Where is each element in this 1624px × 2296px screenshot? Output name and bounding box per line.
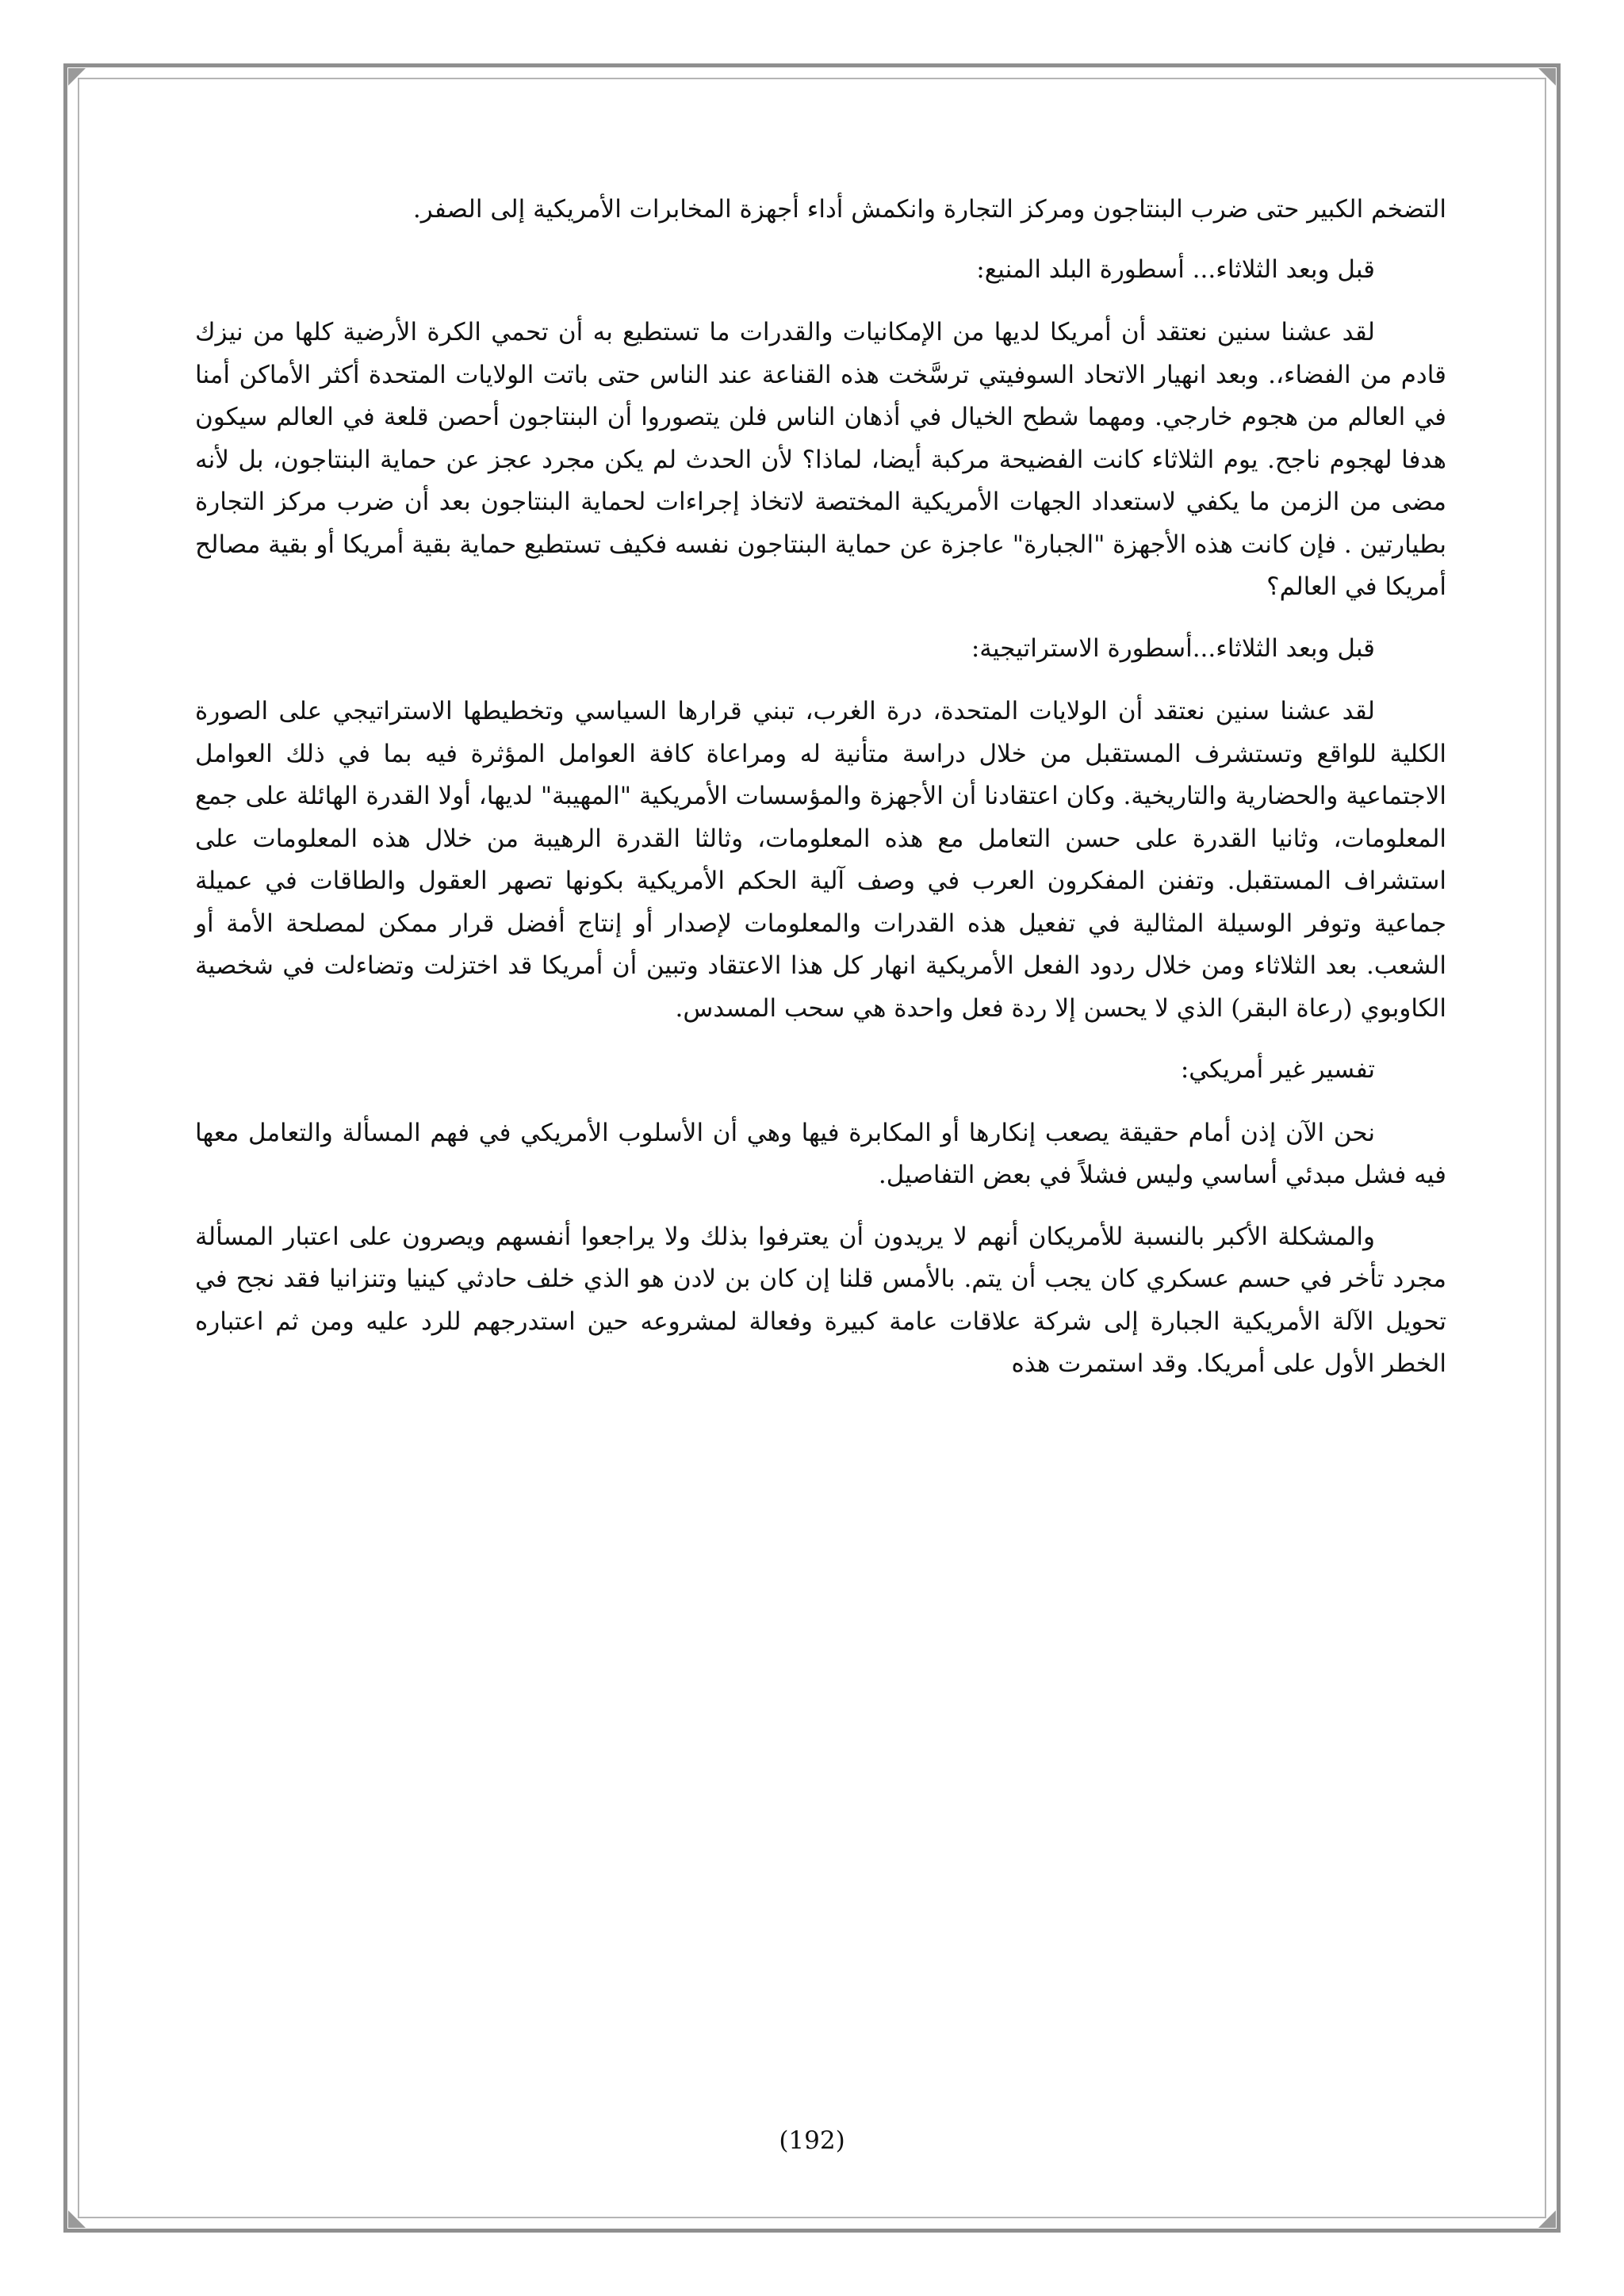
corner-ornament-icon [1537,2209,1557,2229]
page-body [195,189,1446,1405]
paragraph: نحن الآن إذن أمام حقيقة يصعب إنكارها أو المكابرة فيها وهي أن الأسلوب الأمريكي في فهم المسألة والتعامل معها فيه فشل مبدئي أساسي وليس فشلاً في بعض التفاصيل. [195,1118,1446,1189]
paragraph: لقد عشنا سنين نعتقد أن الولايات المتحدة، درة الغرب، تبني قرارها السياسي وتخطيطها الاستراتيجي على الصورة الكلية للواقع وتستشرف المستقبل من خلال دراسة متأنية له ومراعاة كافة العوامل المؤثرة فيه بما في ذلك العوامل الاجتماعية والحضارية والتاريخية. وكان اعتقادنا أن الأجهزة والمؤسسات الأمريكية "المهيبة" لديها، أولا القدرة الهائلة على جمع المعلومات، وثانيا القدرة على حسن التعامل مع هذه المعلومات، وثالثا القدرة الرهيبة من خلال هذه المعلومات على استشراف المستقبل. وتفنن المفكرون العرب في وصف آلية الحكم الأمريكية بكونها تصهر العقول والطاقات في عميلة جماعية وتوفر الوسيلة المثالية في تفعيل هذه القدرات والمعلومات لإصدار أو إنتاج أفضل قرار ممكن لمصلحة الأمة أو الشعب. بعد الثلاثاء ومن خلال ردود الفعل الأمريكية انهار كل هذا الاعتقاد وتبين أن أمريكا قد اختزلت وتضاءلت في شخصية الكاوبوي (رعاة البقر) الذي لا يحسن إلا ردة فعل واحدة هي سحب المسدس. [195,697,1446,1023]
corner-ornament-icon [67,67,87,87]
section-heading: قبل وبعد الثلاثاء... أسطورة البلد المنيع: [976,254,1375,284]
corner-ornament-icon [67,2209,87,2229]
corner-ornament-icon [1537,67,1557,87]
paragraph: لقد عشنا سنين نعتقد أن أمريكا لديها من الإمكانيات والقدرات ما تستطيع به أن تحمي الكرة الأرضية كلها من نيزك قادم من الفضاء،. وبعد انهيار الاتحاد السوفيتي ترسَّخت هذه القناعة عند الناس حتى باتت الولايات المتحدة أكثر الأماكن أمنا في العالم من هجوم خارجي. ومهما شطح الخيال في أذهان الناس فلن يتصوروا أن البنتاجون أحصن قلعة في العالم سيكون هدفا لهجوم ناجح. يوم الثلاثاء كانت الفضيحة مركبة أيضا، لماذا؟ لأن الحدث لم يكن مجرد عجز عن حماية البنتاجون، بل لأنه مضى من الزمن ما يكفي لاستعداد الجهات الأمريكية المختصة لاتخاذ إجراءات لحماية البنتاجون بعد أن ضرب مركز التجارة بطيارتين . فإن كانت هذه الأجهزة "الجبارة" عاجزة عن حماية البنتاجون نفسه فكيف تستطيع حماية بقية أمريكا أو بقية مصالح أمريكا في العالم؟ [195,318,1446,601]
paragraph: التضخم الكبير حتى ضرب البنتاجون ومركز التجارة وانكمش أداء أجهزة المخابرات الأمريكية إلى الصفر. [412,195,1446,224]
page-number: (192) [779,2126,845,2155]
section-heading: تفسير غير أمريكي: [1180,1055,1375,1084]
paragraph: والمشكلة الأكبر بالنسبة للأمريكان أنهم لا يريدون أن يعترفوا بذلك ولا يراجعوا أنفسهم ويصرون على اعتبار المسألة مجرد تأخر في حسم عسكري كان يجب أن يتم. بالأمس قلنا إن كان بن لادن هو الذي خلف حادثي كينيا وتنزانيا فقد نجح في تحويل الآلة الأمريكية الجبارة إلى شركة علاقات عامة كبيرة وفعالة لمشروعه حين استدرجهم للرد عليه ومن ثم اعتباره الخطر الأول على أمريكا. وقد استمرت هذه [195,1222,1447,1378]
section-heading: قبل وبعد الثلاثاء...أسطورة الاستراتيجية: [971,633,1375,663]
